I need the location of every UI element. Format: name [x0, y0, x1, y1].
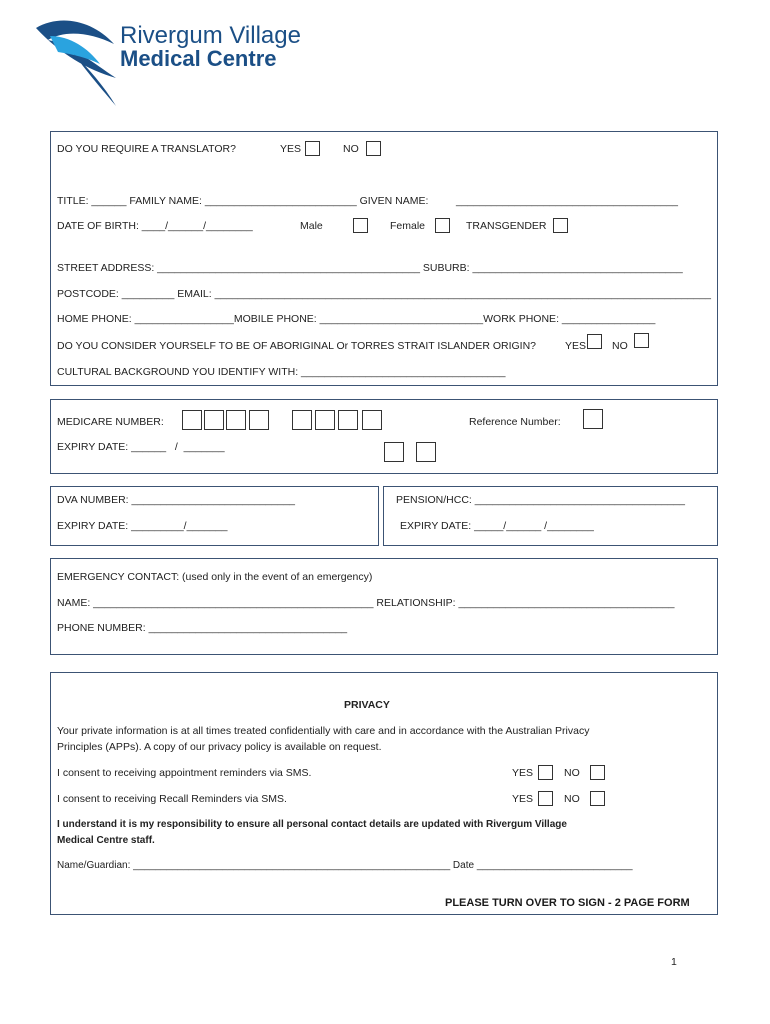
reference-number-box[interactable] [583, 409, 603, 429]
recall-no-checkbox[interactable] [590, 791, 605, 806]
cultural-background-field[interactable]: CULTURAL BACKGROUND YOU IDENTIFY WITH: ___________________________________ [57, 366, 506, 378]
medicare-digit-box[interactable] [182, 410, 202, 430]
logo-swoosh-icon [30, 14, 125, 109]
female-label: Female [390, 220, 426, 232]
medicare-expiry-box[interactable] [416, 442, 436, 462]
privacy-heading: PRIVACY [344, 699, 390, 711]
given-name-field[interactable]: ______________________________________ [456, 195, 678, 207]
recall-yes-checkbox[interactable] [538, 791, 553, 806]
guardian-signature-date-field[interactable]: Name/Guardian: _________________________________________________________ Date ____________________________ [57, 860, 633, 871]
medicare-expiry-field[interactable]: EXPIRY DATE: ______ / _______ [57, 441, 225, 453]
sms-yes-label: YES [512, 767, 534, 779]
aboriginal-yes-label: YES [565, 340, 587, 352]
responsibility-statement-line2: Medical Centre staff. [57, 835, 155, 846]
emergency-name-relationship-field[interactable]: NAME: ________________________________________________ RELATIONSHIP: _____________________________________ [57, 597, 675, 609]
street-suburb-field[interactable]: STREET ADDRESS: _____________________________________________ SUBURB: ____________________________________ [57, 262, 683, 274]
recall-yes-label: YES [512, 793, 534, 805]
aboriginal-origin-question: DO YOU CONSIDER YOURSELF TO BE OF ABORIGINAL Or TORRES STRAIT ISLANDER ORIGIN? [57, 340, 537, 352]
phone-numbers-field[interactable]: HOME PHONE: _________________MOBILE PHONE: ____________________________WORK PHONE: ________________ [57, 313, 656, 325]
translator-yes-label: YES [280, 143, 302, 155]
female-checkbox[interactable] [435, 218, 450, 233]
responsibility-statement-line1: I understand it is my responsibility to ensure all personal contact details are updated with Rivergum Village [57, 819, 567, 830]
sms-consent-text: I consent to receiving appointment reminders via SMS. [57, 767, 312, 779]
recall-no-label: NO [564, 793, 580, 805]
medicare-expiry-box[interactable] [384, 442, 404, 462]
privacy-paragraph-line1: Your private information is at all times treated confidentially with care and in accordance with the Australian Privacy [57, 725, 590, 737]
medicare-digit-box[interactable] [226, 410, 246, 430]
emergency-phone-field[interactable]: PHONE NUMBER: __________________________________ [57, 622, 348, 634]
translator-question: DO YOU REQUIRE A TRANSLATOR? [57, 143, 236, 155]
transgender-checkbox[interactable] [553, 218, 568, 233]
dva-number-field[interactable]: DVA NUMBER: ____________________________ [57, 494, 295, 506]
transgender-label: TRANSGENDER [466, 220, 547, 232]
sms-no-checkbox[interactable] [590, 765, 605, 780]
clinic-logo [30, 14, 125, 109]
translator-no-label: NO [343, 143, 359, 155]
aboriginal-no-checkbox[interactable] [634, 333, 649, 348]
medicare-digit-box[interactable] [315, 410, 335, 430]
dva-expiry-field[interactable]: EXPIRY DATE: _________/_______ [57, 520, 228, 532]
turn-over-notice: PLEASE TURN OVER TO SIGN - 2 PAGE FORM [445, 897, 690, 909]
postcode-email-field[interactable]: POSTCODE: _________ EMAIL: _____________________________________________________________________________________ [57, 288, 711, 300]
medicare-digit-box[interactable] [338, 410, 358, 430]
recall-consent-text: I consent to receiving Recall Reminders via SMS. [57, 793, 287, 805]
date-of-birth-field[interactable]: DATE OF BIRTH: ____/______/________ [57, 220, 253, 232]
medicare-digit-box[interactable] [204, 410, 224, 430]
male-label: Male [300, 220, 323, 232]
aboriginal-no-label: NO [612, 340, 628, 352]
emergency-contact-heading: EMERGENCY CONTACT: (used only in the event of an emergency) [57, 571, 373, 583]
medicare-digit-box[interactable] [362, 410, 382, 430]
title-name-field[interactable]: TITLE: ______ FAMILY NAME: __________________________ GIVEN NAME: [57, 195, 429, 207]
page-number: 1 [671, 956, 677, 968]
pension-hcc-field[interactable]: PENSION/HCC: ____________________________________ [396, 494, 685, 506]
privacy-paragraph-line2: Principles (APPs). A copy of our privacy policy is available on request. [57, 741, 382, 753]
aboriginal-yes-checkbox[interactable] [587, 334, 602, 349]
medicare-digit-box[interactable] [292, 410, 312, 430]
translator-no-checkbox[interactable] [366, 141, 381, 156]
medicare-digit-box[interactable] [249, 410, 269, 430]
medicare-section [50, 399, 718, 474]
logo-name-line1: Rivergum Village [120, 22, 301, 49]
sms-yes-checkbox[interactable] [538, 765, 553, 780]
pension-expiry-field[interactable]: EXPIRY DATE: _____/______ /________ [400, 520, 594, 532]
translator-yes-checkbox[interactable] [305, 141, 320, 156]
sms-no-label: NO [564, 767, 580, 779]
reference-number-label: Reference Number: [469, 416, 561, 428]
medicare-number-label: MEDICARE NUMBER: [57, 416, 164, 428]
logo-name-line2: Medical Centre [120, 46, 277, 71]
male-checkbox[interactable] [353, 218, 368, 233]
